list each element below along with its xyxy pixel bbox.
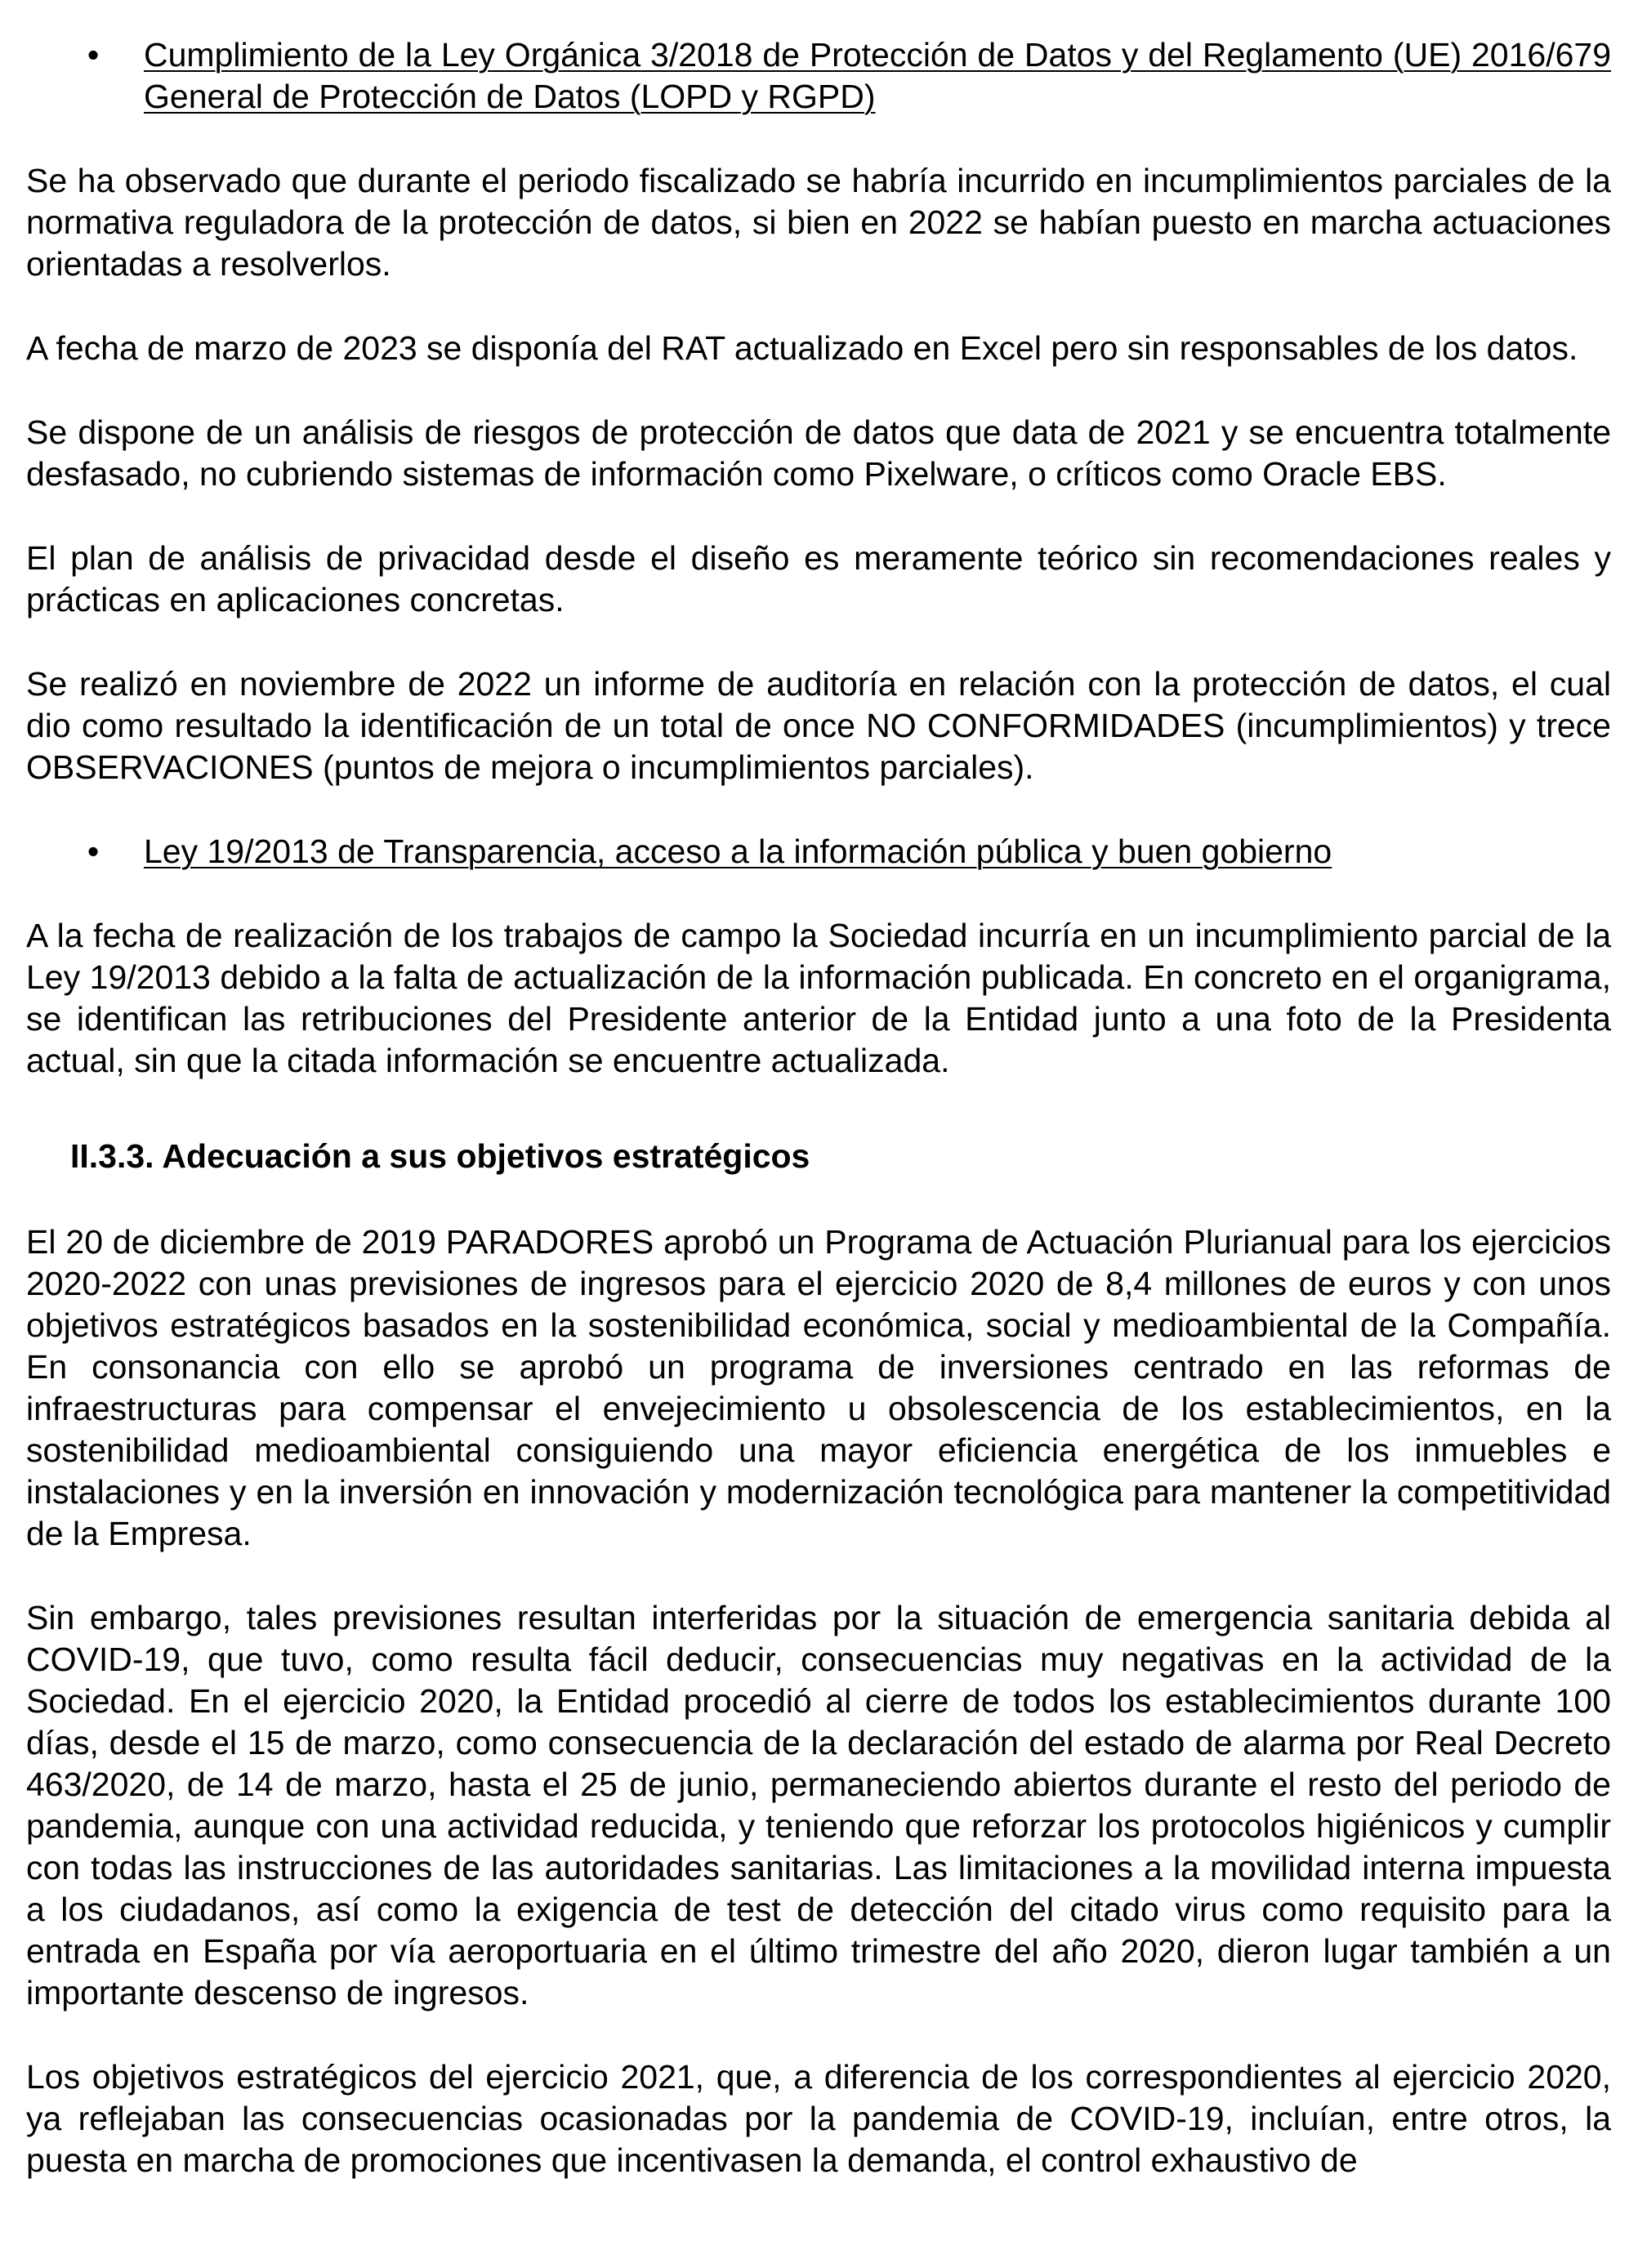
- bullet-item-lopd: [26, 34, 1611, 118]
- paragraph-ley-19-2013: A la fecha de realización de los trabajos de campo la Sociedad incurría en un incumplimiento parcial de la Ley 19/2013 debido a la falta de actualización de la información publicada. En concreto en el organigrama, se identifican las retribuciones del Presidente anterior de la Entidad junto a una foto de la Presidenta actual, sin que la citada información se encuentre actualizada.: [26, 917, 1611, 1079]
- paragraph-incumplimientos: Se ha observado que durante el periodo fiscalizado se habría incurrido en incumplimientos parciales de la normativa reguladora de la protección de datos, si bien en 2022 se habían puesto en marcha actuaciones orientadas a resolverlos.: [26, 162, 1611, 283]
- paragraph-privacidad: El plan de análisis de privacidad desde el diseño es meramente teórico sin recomendaciones reales y prácticas en aplicaciones concretas.: [26, 539, 1611, 618]
- paragraph-covid: Sin embargo, tales previsiones resultan interferidas por la situación de emergencia sanitaria debida al COVID-19, que tuvo, como resulta fácil deducir, consecuencias muy negativas en la actividad de la Sociedad. En el ejercicio 2020, la Entidad procedió al cierre de todos los establecimientos durante 100 días, desde el 15 de marzo, como consecuencia de la declaración del estado de alarma por Real Decreto 463/2020, de 14 de marzo, hasta el 25 de junio, permaneciendo abiertos durante el resto del periodo de pandemia, aunque con una actividad reducida, y teniendo que reforzar los protocolos higiénicos y cumplir con todas las instrucciones de las autoridades sanitarias. Las limitaciones a la movilidad interna impuesta a los ciudadanos, así como la exigencia de test de detección del citado virus como requisito para la entrada en España por vía aeroportuaria en el último trimestre del año 2020, dieron lugar también a un importante descenso de ingresos.: [26, 1599, 1611, 2011]
- paragraph-analisis-riesgos: Se dispone de un análisis de riesgos de protección de datos que data de 2021 y se encuentra totalmente desfasado, no cubriendo sistemas de información como Pixelware, o críticos como Oracle EBS.: [26, 413, 1611, 493]
- paragraph-auditoria: Se realizó en noviembre de 2022 un informe de auditoría en relación con la protección de datos, el cual dio como resultado la identificación de un total de once NO CONFORMIDADES (incumplimientos) y trece OBSERVACIONES (puntos de mejora o incumplimientos parciales).: [26, 665, 1611, 786]
- bullet-item-transparencia: [26, 831, 1611, 873]
- paragraph-objetivos-2021: Los objetivos estratégicos del ejercicio 2021, que, a diferencia de los correspondientes al ejercicio 2020, ya reflejaban las consecuencias ocasionadas por la pandemia de COVID-19, incluían, entre otros, la puesta en marcha de promociones que incentivasen la demanda, el control exhaustivo de: [26, 2058, 1611, 2179]
- bullet-text-lopd: Cumplimiento de la Ley Orgánica 3/2018 de Protección de Datos y del Reglamento (UE) 2016/679 General de Protección de Datos (LOPD y RGPD): [144, 36, 1611, 115]
- bullet-dot-icon: •: [87, 833, 100, 870]
- section-heading: II.3.3. Adecuación a sus objetivos estratégicos: [70, 1137, 810, 1175]
- bullet-dot-icon: •: [87, 36, 100, 74]
- bullet-text-transparencia: Ley 19/2013 de Transparencia, acceso a la información pública y buen gobierno: [144, 833, 1332, 870]
- document-page: [26, 34, 1611, 2224]
- paragraph-rat: A fecha de marzo de 2023 se disponía del RAT actualizado en Excel pero sin responsables de los datos.: [26, 329, 1578, 367]
- paragraph-programa-actuacion: El 20 de diciembre de 2019 PARADORES aprobó un Programa de Actuación Plurianual para los ejercicios 2020-2022 con unas previsiones de ingresos para el ejercicio 2020 de 8,4 millones de euros y con unos objetivos estratégicos basados en la sostenibilidad económica, social y medioambiental de la Compañía. En consonancia con ello se aprobó un programa de inversiones centrado en las reformas de infraestructuras para compensar el envejecimiento u obsolescencia de los establecimientos, en la sostenibilidad medioambiental consiguiendo una mayor eficiencia energética de los inmuebles e instalaciones y en la inversión en innovación y modernización tecnológica para mantener la competitividad de la Empresa.: [26, 1223, 1611, 1552]
